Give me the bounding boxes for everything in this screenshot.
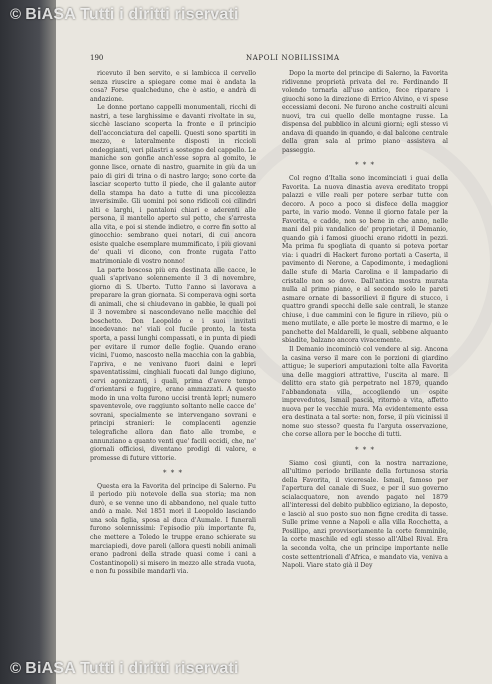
- copyright-icon: ©: [10, 660, 22, 677]
- paragraph: La parte boscosa più era destinata alle cacce, le quali s'aprivano solennemente il 3 di novembre, giorno di S. Uberto. Tutto l'anno si lavorava a preparare la gran giornata. Si comperava ogni sorta di animali, che si chiudevano in gabbie, le quali poi il 3 novembre si nascondevano nelle macchie del boschetto. Don Leopoldo e i suoi invitati incedevano: ne' viali col fucile pronto, la testa sporta, a passi lunghi compassati, e in punta di piedi per evitare il rumor delle foglie. Quando erano vicini, l'uomo, nascosto nella macchia con la gabbia, l'apriva, e ne venivano fuori daini e lepri spaventatissimi, cinghiali fuocati dal lungo digiuno, cervi agonizzanti, i quali, prima d'avere tempo d'orientarsi e fuggire, erano ammazzati. A questo modo in una volta furono uccisi trentà lepri; numero spaventevole, ove raggiunto soltanto nelle cacce de' sovrani, specialmente se intervengano sovrani e principi stranieri: le complacenti agenzie telegrafiche allora dan fiato alle trombe, e annunziano a quanto venti que' facili eccidi, che, ne' giornali officiosi, diventano prodigi di valore, e promesse di future vittorie.: [90, 266, 256, 462]
- watermark-text: BiASA Tutti i diritti riservati: [25, 6, 239, 23]
- paragraph: Col regno d'Italia sono incominciati i guai della Favorita. La nuova dinastia aveva ereditato troppi palazzi e ville reali per potere serbar tutte con decoro. A poco a poco si disfece della maggior parte, in vario modo. Venne il giorno fatale per la Favorita, e cadde, non so bene in che anno, nelle mani del più vandalico de' proprietari, il Demanio, quando già i famosi giuochi erano ridotti in pezzi. Ma prima fu spogliata di quanto si poteva portar via: i quadri di Hackert furono portati a Caserta, il pavimento di Nerone, a Capodimonte, i medaglioni dalle stufe di Maria Carolina e il lampadario di cristallo non so dove. Dall'antica mostra murata nulla al primo piano, e al secondo solo le pareti asmare ornate di bassorilievi il figure di stucco, i quattro grandi specchi delle sale centrali, le stanze chiuse, i due camminì con le figure in rilievo, più o meno mutilate, e alle porte le mostre di marmo, e le panchette del Maldarelli, le quali, sebbene alquanto sbiadite, balzano ancora vivacemente.: [282, 175, 448, 345]
- paragraph: Dopo la morte del principe di Salerno, la Favorita ridivenne proprietà privata del re. Ferdinando II volendo tornarla all'uso antico, fece riparare i giuochi sono la direzione di Errico Alvino, e vi spese eccessiami deconi. Ne furono anche costruiti alcuni nuovi, tra cui quello delle montagne russe. La dispensa del pubblico in alcuni giorni; egli stesso vi andava di quando in quando, e dal balcone centrale della gran sala al primo piano assisteva al passeggio.: [282, 70, 448, 154]
- paragraph: ricevuto il ben servito, e si lambicca il cervello senza riuscire a spiegare come mai è andata la cosa? Forse qualcheduno, che è astio, e andrà di andazione.: [90, 70, 256, 103]
- section-separator: * * *: [355, 161, 375, 170]
- journal-title: NAPOLI NOBILISSIMA: [246, 54, 340, 62]
- section-separator: * * *: [355, 445, 375, 454]
- copyright-icon: ©: [10, 6, 22, 23]
- watermark-top: [10, 6, 492, 24]
- paragraph: Il Demanio incominciò col vendere al sig. Ancona la casina verso il mare con le porzioni di giardino attigue; le superiori amputazioni tolte alla Favorita una delle maggiori attrattive, l'uscita al mare. Il delitto era stato già perpetrato nel 1879, quando l'abbandonata villa, accogliendo un ospite imprevedutos, Ismail pascià, ritornò a vita, affetto nuova per le vecchie mura. Ma evidentemente essa era destinata a tal sorte: non, forse, il più vicinissi il nome suo stesso? questa fu l'arguta osservazione, che corse allora per le bocche di tutti.: [282, 345, 448, 439]
- right-column: [282, 70, 448, 650]
- paragraph: Questa era la Favorita del principe di Salerno. Fu il periodo più notevole della sua storia; ma non durò, e se venne uno di abbandono, nel quale tutto andò a male. Nel 1851 morì il Leopoldo lasciando una sola figlia, sposa al duca d'Aumale. I funerali furono solennissimi: l'episodio più importante fu, che mettere a Toledo le truppe erano schierate su marciapiedi, dove pareli (allora questi nobili animali erano padroni della strade quasi come i cani a Costantinopoli) si misero in mezzo alle strada vuota, e non fu possibile mandarli via.: [90, 482, 256, 576]
- left-column: [90, 70, 256, 650]
- watermark-bottom: [10, 660, 492, 678]
- paragraph: Le donne portano cappelli monumentali, ricchi di nastri, a tese larghissime e davanti rivoltate in su, sicchè lasciano scoperta la fronte e il principio dell'acconciatura del capelli. Questi sono spartiti in mezzo, e lateralmente disposti in riccioli ondeggianti, veri pilastri a sostegno del cappello. Le maniche son gonfie anch'esse sopra al gomito, le gonne lisce, ornate di nastro, guarnite in giù da un paio di giri di trina o di nastro largo; sono corte da lasciar scoperto tutto il piede, che il galante autor della stampa ha dato a tutte di una piccolezza inverisimile. Gli uomini poi sono ridicoli coi cilindri alti e larghi, i pantaloni chiari e aderenti alle persona, il mantello aperto sul petto, che s'arresta alla vita, e poi si stende indietro, e corre fin sotto al ginocchio: sembrano quei notari, di cui ancora esiste qualche esemplare mummificato, i più giovani de' quali vi dicono, con fronte rugata l'atto matrimoniale di vostro nonno!: [90, 104, 256, 266]
- paragraph: Siamo così giunti, con la nostra narrazione, all'ultimo periodo brillante della fortunosa storia della Favorita, il viceresale. Ismail, famoso per l'apertura del canale di Suez, e per il suo governo scialacquatore, non avendo pagato nel 1879 all'interessi del debito pubblico egiziano, la deposto, e lasciò al suo posto suo non figne credita di tasse. Sulle prime venne a Napoli e alla villa Rocchetta, a Posillipo, anzi provvisoriamente la corte femminile, la corte maschile ed egli stesso all'Albel Rival. Era la seconda volta, che un principe importante nelle coste settentrionali d'Africa, e mandato via, veniva a Napoli. Viare stato già il Dey: [282, 459, 448, 570]
- book-spine: [0, 0, 56, 684]
- running-header: [56, 54, 492, 66]
- page-number: 190: [90, 54, 104, 62]
- watermark-text: BiASA Tutti i diritti riservati: [25, 660, 239, 677]
- section-separator: * * *: [163, 469, 183, 478]
- document-page: [56, 0, 492, 684]
